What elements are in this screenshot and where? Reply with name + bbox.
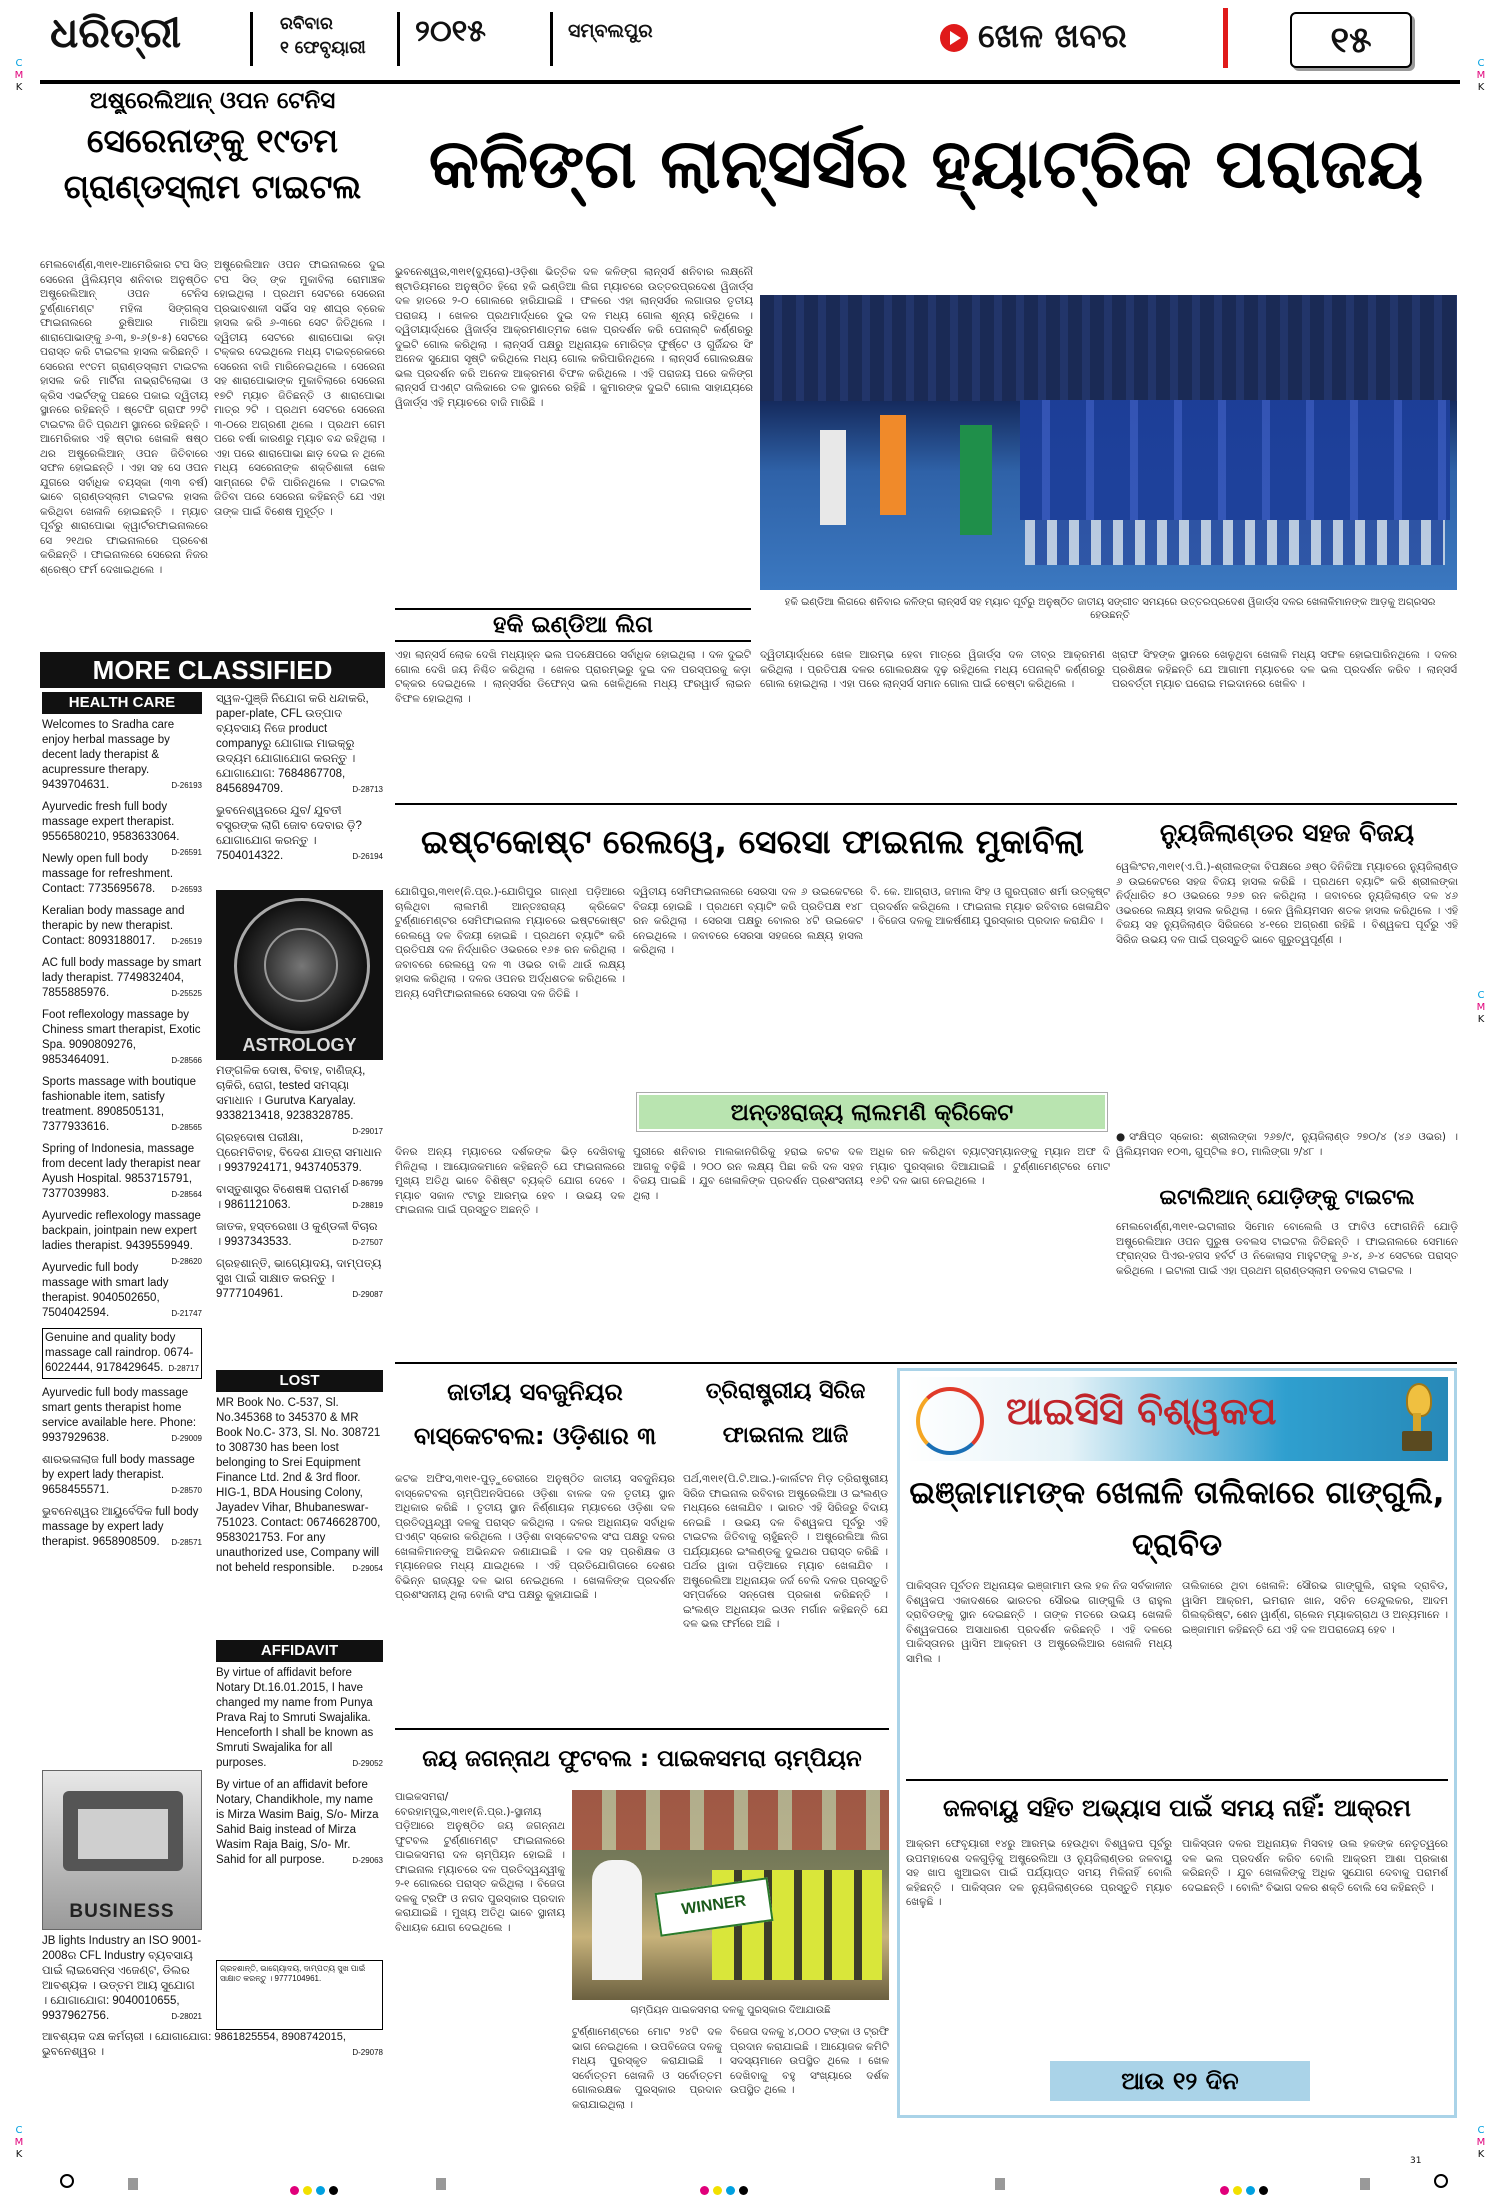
- cmk-c: C: [15, 58, 23, 69]
- winner-banner: WINNER: [654, 1877, 773, 1936]
- sub-label-box: [395, 608, 751, 642]
- classified-ad: ଜାତକ, ହସ୍ତରେଖା ଓ କୁଣ୍ଡଳୀ ବିଚାର । 9937343533. D-27507: [216, 1221, 383, 1248]
- cmk-k: K: [1477, 2149, 1485, 2160]
- affidavit-notice: By virtue of affidavit before Notary Dt.16.01.2015, I have changed my name from Punya Prava Raj to Smruti Swajalika. Henceforth I shall be known as Smruti Swajalika for all purposes. D-29052: [216, 1667, 383, 1769]
- lost-notice: MR Book No. C-537, Sl. No.345368 to 345370 & MR Book No.C- 373, Sl. No. 308721 to 308730 has been lost belonging to Srei Equipment Finance Ltd. 2nd & 3rd floor. HIG-1, BDA Housing Colony, Jayadev Vihar, Bhubaneswar- 751023. Contact: 06746628700, 9583021753. For any unauthorized use, Company will not beheld responsible. D-29054: [216, 1397, 383, 1574]
- hockey-photo: [760, 295, 1457, 590]
- icc-wave-graphic: [916, 1387, 984, 1455]
- series-body: ପର୍ଥ,୩୧ା୧(ପି.ଟି.ଆଇ.)-କାର୍ଲଟନ ମିଡ଼ ତ୍ରିରାଷ୍ଟ୍ରୀୟ ସିରିଜ ଫାଇନାଲ ରବିବାର ଅଷ୍ଟ୍ରେଲିଆ ଓ ଇଂଲଣ୍ଡ ମଧ୍ୟରେ ଖେଳାଯିବ । ଭାରତ ଏହି ସିରିଜରୁ ବିଦାୟ ନେଇଛି । ଉଭୟ ଦଳ ବିଶ୍ୱକପ ପୂର୍ବରୁ ଏହି ଟାଇଟଲ ଜିତିବାକୁ ଚାହୁଁଛନ୍ତି । ଅଷ୍ଟ୍ରେଲିଆ ଲିଗ ପର୍ଯ୍ୟାୟରେ ଇଂଲଣ୍ଡକୁ ଦୁଇଥର ପରାସ୍ତ କରିଛି । ପର୍ଥର ୱାକା ପଡ଼ିଆରେ ମ୍ୟାଚ ଖେଳାଯିବ । ଅଷ୍ଟ୍ରେଲିଆ ଅଧିନାୟକ ଜର୍ଜ ବେଲି ଦଳର ପ୍ରସ୍ତୁତି ସମ୍ପର୍କରେ ସନ୍ତୋଷ ପ୍ରକାଶ କରିଛନ୍ତି । ଇଂଲଣ୍ଡ ଅଧିନାୟକ ଇଓନ ମର୍ଗାନ କହିଛନ୍ତି ଯେ ଦଳ ଭଲ ଫର୍ମରେ ଅଛି ।: [683, 1473, 888, 1630]
- affidavit-notices: [216, 1666, 383, 1954]
- nz-scores: ●ସଂକ୍ଷିପ୍ତ ସ୍କୋର: ଶ୍ରୀଲଙ୍କା ୨୬୭/୯, ନ୍ୟୁଜିଲାଣ୍ଡ ୨୭୦/୪ (୪୬ ଓଭର) । ୱିଲିୟମସନ ୧୦୩, ଗୁପ୍ଟିଲ ୫୦, ମାଲିଙ୍ଗା ୨/୪୮ ।: [1116, 1131, 1458, 1158]
- railway-body-a: ଯୋଗିପୁର,୩୧ା୧(ନି.ପ୍ର.)-ଯୋଗିପୁର ଗାନ୍ଧୀ ପଡ଼ିଆରେ ଚାଲିଥିବା ଲାଲମଣି ଆନ୍ତଃରାଜ୍ୟ କ୍ରିକେଟ ଟୁର୍ଣ୍ଣାମେଣ୍ଟର ସେମିଫାଇନାଲ ମ୍ୟାଚରେ ଇଷ୍ଟକୋଷ୍ଟ ରେଲୱେ ଦଳ ବିଜୟୀ ହୋଇଛି । ପ୍ରଥମେ ବ୍ୟାଟିଂ କରି ପ୍ରତିପକ୍ଷ ଦଳ ନିର୍ଦ୍ଧାରିତ ଓଭରରେ ୧୬୫ ରନ କରିଥିଲା । ଜବାବରେ ରେଲୱେ ଦଳ ୩ ଓଭର ବାକି ଥାଉଁ ଲକ୍ଷ୍ୟ ହାସଲ କରିଥିଲା । ଦଳର ଓପନର ଅର୍ଦ୍ଧଶତକ କରିଥିଲେ । ଅନ୍ୟ ସେମିଫାଇନାଲରେ ସେରସା ଦଳ ଜିତିଛି ।: [395, 886, 625, 1000]
- divider: [1223, 8, 1228, 68]
- masthead-year: ୨୦୧୫: [415, 14, 487, 49]
- classified-ad: Keralian body massage and therapic by new therapist. Contact: 8093188017. D-26519: [42, 905, 202, 947]
- tennis-headline: ସେରେନାଙ୍କୁ ୧୯ତମ ଗ୍ରାଣ୍ଡସ୍ଲାମ ଟାଇଟଲ: [63, 121, 362, 206]
- series-headline: ତ୍ରିରାଷ୍ଟ୍ରୀୟ ସିରିଜ ଫାଇନାଲ ଆଜି: [705, 1379, 866, 1448]
- cmk-c: C: [1477, 58, 1485, 69]
- classified-ad: Ayurvedic full body massage with smart lady therapist. 9040502650, 7504042594. D-21747: [42, 1262, 202, 1319]
- newspaper-name: ଧରିତ୍ରୀ: [50, 8, 182, 57]
- icc-banner-text: ଆଇସିସି ବିଶ୍ୱକପ: [1006, 1389, 1277, 1433]
- hockey-league-label: ହକି ଇଣ୍ଡିଆ ଲିଗ: [493, 612, 653, 638]
- classified-ad: ମଙ୍ଗଳିକ ଦୋଷ, ବିବାହ, ବାଣିଜ୍ୟ, ଚାକିରି, ରୋଗ, tested ସମସ୍ୟା ସମାଧାନ । Gurutva Karyalay. 9338213418, 9238328785. D-29017: [216, 1065, 383, 1136]
- classified-ad: Genuine and quality body massage call raindrop. 0674- 6022444, 9178429645. D-28717: [42, 1328, 202, 1379]
- icc-panel: [897, 1368, 1457, 2118]
- main-body-a: ଭୁବନେଶ୍ୱର,୩୧ା୧(ବ୍ୟୁରୋ)-ଓଡ଼ିଶା ଭିତ୍ତିକ ଦଳ କଳିଙ୍ଗ ଲାନ୍ସର୍ସ ଶନିବାର ଲକ୍ଷ୍ନୌ ଷ୍ଟାଡିୟମରେ ଅନୁଷ୍ଠିତ ହିରୋ ହକି ଇଣ୍ଡିଆ ଲିଗ ମ୍ୟାଚରେ ଉତ୍ତରପ୍ରଦେଶ ୱିଜାର୍ଡ୍ସ ଦଳ ହାତରେ ୨-୦ ଗୋଲରେ ହାରିଯାଇଛି । ଫଳରେ ଏହା ଲାନ୍ସର୍ସର ଲଗାତାର ତୃତୀୟ ପରାଜୟ । ଖେଳର ପ୍ରଥମାର୍ଦ୍ଧରେ ଦୁଇ ଦଳ ମଧ୍ୟ ଗୋଲ ଶୂନ୍ୟ ରହିଥିଲେ । ଦ୍ୱିତୀୟାର୍ଦ୍ଧରେ ୱିଜାର୍ଡ୍ସ ଆକ୍ରମଣାତ୍ମକ ଖେଳ ପ୍ରଦର୍ଶନ କରି ପେନାଲ୍ଟି କର୍ଣ୍ଣରରୁ ଦୁଇଟି ଗୋଲ କରିଥିଲା । ଲାନ୍ସର୍ସ ପକ୍ଷରୁ ଅଧିନାୟକ ମୋରିଟ୍ଜ ଫୁର୍ଷ୍ଟେ ଓ ଗୁର୍ଜିନ୍ଦର ସିଂ ଅନେକ ସୁଯୋଗ ସୃଷ୍ଟି କରିଥିଲେ ମଧ୍ୟ ଗୋଲ କରିପାରିନଥିଲେ । ଲାନ୍ସର୍ସ ଗୋଲରକ୍ଷକ ଭଲ ପ୍ରଦର୍ଶନ କରି ଅନେକ ଆକ୍ରମଣ ବିଫଳ କରିଥିଲେ । ଏହି ପରାଜୟ ପରେ କଳିଙ୍ଗ ଲାନ୍ସର୍ସ ପଏଣ୍ଟ ତାଲିକାରେ ତଳ ସ୍ଥାନରେ ରହିଛି । କୁମାରଙ୍କ ଦୁଇଟି ଗୋଲ ସାହାଯ୍ୟରେ ୱିଜାର୍ଡ୍ସ ଏହି ମ୍ୟାଚରେ ବାଜି ମାରିଛି ।: [395, 266, 753, 409]
- masthead-rule: [40, 80, 1460, 84]
- cmk-m: M: [1476, 2137, 1486, 2148]
- italy-headline: ଇଟାଲିଆନ୍ ଯୋଡ଼ିଙ୍କୁ ଟାଇଟଲ: [1159, 1185, 1415, 1209]
- tennis-kicker: ଅଷ୍ଟ୍ରେଲିଆନ୍ ଓପନ ଟେନିସ: [89, 88, 336, 114]
- section-rule: [395, 803, 1457, 805]
- classified-ad: Foot reflexology massage by Chiness smart therapist, Exotic Spa. 9090809276, 9853464091. D-28566: [42, 1009, 202, 1066]
- photo-caption: ହକି ଇଣ୍ଡିଆ ଲିଗରେ ଶନିବାର କଳିଙ୍ଗ ଲାନ୍ସର୍ସ ସହ ମ୍ୟାଚ ପୂର୍ବରୁ ଅନୁଷ୍ଠିତ ଜାତୀୟ ସଙ୍ଗୀତ ସମୟରେ ଉତ୍ତରପ୍ରଦେଶ ୱିଜାର୍ଡ୍ସ ଦଳର ଖେଳାଳିମାନଙ୍କ ଆଡ଼କୁ ଅଗ୍ରସର ହେଉଛନ୍ତି: [784, 597, 1436, 621]
- masthead-day: ରବିବାର: [280, 14, 333, 34]
- main-body-c: ଦ୍ୱିତୀୟାର୍ଦ୍ଧରେ ଖେଳ ଆରମ୍ଭ ହେବା ମାତ୍ରେ ୱିଜାର୍ଡ୍ସ ଦଳ ତୀବ୍ର ଆକ୍ରମଣ କରିଥିଲା । ପ୍ରତିପକ୍ଷ ଦଳର ଗୋଲରକ୍ଷକ ଦୃଢ଼ ରହିଥିଲେ ମଧ୍ୟ ପେନାଲ୍ଟି କର୍ଣ୍ଣରରୁ ଗୋଲ ହୋଇଥିଲା । ଏହା ପରେ ଲାନ୍ସର୍ସ ସମାନ ଗୋଲ ପାଇଁ ଚେଷ୍ଟା କରିଥିଲେ ।: [760, 649, 1105, 690]
- print-registration-strip: [0, 2150, 1500, 2208]
- football-body-c: ବିଜେତା ଦଳକୁ ୪,୦୦୦ ଟଙ୍କା ଓ ଟ୍ରଫି ପ୍ରଦାନ କରାଯାଇଛି । ଆୟୋଜକ କମିଟି ସଦସ୍ୟମାନେ ଉପସ୍ଥିତ ଥିଲେ । ଖେଳ ଦେଖିବାକୁ ବହୁ ସଂଖ୍ୟାରେ ଦର୍ଶକ ଉପସ୍ଥିତ ଥିଲେ ।: [730, 2026, 889, 2096]
- cmk-k: K: [15, 82, 23, 93]
- classified-ad: Ayurvedic fresh full body massage expert therapist. 9556580210, 9583633064. D-26591: [42, 801, 202, 857]
- football-headline: ଜୟ ଜଗନ୍ନାଥ ଫୁଟବଲ : ପାଇକସମରା ଚାମ୍ପିୟନ: [422, 1746, 862, 1772]
- business-graphic: [42, 1770, 202, 1930]
- icc-banner: [906, 1377, 1448, 1461]
- railway-body-b: ଦ୍ୱିତୀୟ ସେମିଫାଇନାଲରେ ସେରସା ଦଳ ୬ ଉଇକେଟରେ ବିଜୟୀ ହୋଇଛି । ପ୍ରଥମେ ବ୍ୟାଟିଂ କରି ପ୍ରତିପକ୍ଷ ୧୪୮ ରନ କରିଥିଲା । ସେରସା ପକ୍ଷରୁ ବୋଲର ୪ଟି ଉଇକେଟ ନେଇଥିଲେ । ଜବାବରେ ସେରସା ସହଜରେ ଲକ୍ଷ୍ୟ ହାସଲ କରିଥିଲା ।: [633, 886, 863, 956]
- cmk-left: [12, 58, 26, 94]
- business-label: BUSINESS: [69, 1901, 175, 1922]
- classified-ad: Sports massage with boutique fashionable item, satisfy treatment. 8908505131, 7377933616. D-28565: [42, 1076, 202, 1133]
- classified-ad: Ayurvedic full body massage smart gents therapist home service available here. Phone: 9937929638. D-29009: [42, 1387, 202, 1444]
- railway-body-e: ପୁରୀରେ ଶନିବାର ମାଲକାନଗିରିକୁ ହରାଇ କଟକ ଦଳ ଆଗକୁ ବଢ଼ିଛି । ୨୦୦ ରନ ଲକ୍ଷ୍ୟ ପିଛା କରି ଦଳ ସହଜ ବିଜୟ ପାଇଛି । ଯୁବ ଖେଳାଳିଙ୍କ ପ୍ରଦର୍ଶନ ପ୍ରଶଂସନୀୟ ଥିଲା ।: [633, 1146, 863, 1202]
- color-dots: [290, 2180, 370, 2190]
- footer-ad: ଆବଶ୍ୟକ ଦକ୍ଷ କର୍ମଚାରୀ । ଯୋଗାଯୋଗ: 9861825554, 8908742015, ଭୁବନେଶ୍ୱର । D-29078: [42, 2031, 383, 2058]
- railway-body-f: ଅଧିକ ରନ କରିଥିବା ବ୍ୟାଟ୍ସମ୍ୟାନଙ୍କୁ ମ୍ୟାନ ଅଫ ଦି ମ୍ୟାଚ ପୁରସ୍କାର ଦିଆଯାଇଛି । ଟୁର୍ଣ୍ଣାମେଣ୍ଟରେ ମୋଟ ୧୬ଟି ଦଳ ଭାଗ ନେଇଥିଲେ ।: [870, 1146, 1110, 1187]
- main-headline: କଳିଙ୍ଗ ଲାନ୍ସର୍ସର ହ୍ୟାଟ୍ରିକ ପରାଜୟ: [428, 125, 1424, 204]
- health-care-header: HEALTH CARE: [42, 692, 202, 714]
- section-rule: [395, 1728, 889, 1730]
- nz-headline: ନ୍ୟୁଜିଲାଣ୍ଡର ସହଜ ବିଜୟ: [1159, 818, 1415, 847]
- classified-ads-left: [42, 718, 202, 1858]
- icc-body-c: ଆକ୍ରମ ଫେବୃୟାରୀ ୧୪ରୁ ଆରମ୍ଭ ହେଉଥିବା ବିଶ୍ୱକପ ପୂର୍ବରୁ ଉପମହାଦେଶ ଦଳଗୁଡ଼ିକୁ ଅଷ୍ଟ୍ରେଲିଆ ଓ ନ୍ୟୁଜିଲାଣ୍ଡର ଜଳବାୟୁ ସହ ଖାପ ଖୁଆଇବା ପାଇଁ ପର୍ଯ୍ୟାପ୍ତ ସମୟ ମିଳିନାହିଁ ବୋଲି କହିଛନ୍ତି । ପାକିସ୍ତାନ ଦଳ ନ୍ୟୁଜିଲାଣ୍ଡରେ ପ୍ରସ୍ତୁତି ମ୍ୟାଚ ଖେଳୁଛି ।: [906, 1838, 1172, 1908]
- tennis-body-right: ଅଷ୍ଟ୍ରେଲିଆନ ଓପନ ଫାଇନାଲରେ ଦୁଇ ଟପ ସିଡ୍ ଙ୍କ ମୁକାବିଲା ରୋମାଞ୍ଚକ ହୋଇଥିଲା । ପ୍ରଥମ ସେଟରେ ସେରେନା ପ୍ରଭାବଶାଳୀ ସର୍ଭିସ ସହ ଶୀଘ୍ର ବ୍ରେକ ହାସଲ କରି ୬-୩ରେ ସେଟ ଜିତିଥିଲେ । ଦ୍ୱିତୀୟ ସେଟରେ ଶାରାପୋଭା କଡ଼ା ଟକ୍କର ଦେଇଥିଲେ ମଧ୍ୟ ଟାଇବ୍ରେକରେ ସେରେନା ବାଜି ମାରିନେଇଥିଲେ । ସେରେନା ସହ ଶାରାପୋଭାଙ୍କ ମୁକାବିଲାରେ ସେରେନା ୧୭ଟି ମ୍ୟାଚ ଜିତିଛନ୍ତି ଓ ଶାରାପୋଭା ମାତ୍ର ୨ଟି । ପ୍ରଥମ ସେଟରେ ସେରେନା ୩-୦ରେ ଅଗ୍ରଣୀ ଥିଲେ । ପ୍ରଥମ ଗେମ ପରେ ବର୍ଷା କାରଣରୁ ମ୍ୟାଚ ବନ୍ଦ ରହିଥିଲା । ଏହା ପରେ ଶାରାପୋଭା ଛାଡ଼ ଦେଇ ନ ଥିଲେ ମଧ୍ୟ ସେରେନାଙ୍କ ଶକ୍ତିଶାଳୀ ଖେଳ ସାମ୍ନାରେ ଟିକି ପାରିନଥିଲେ । ଟାଇଟଲ ଜିତିବା ପରେ ସେରେନା କହିଛନ୍ତି ଯେ ଏହା ତାଙ୍କ ପାଇଁ ବିଶେଷ ମୁହୂର୍ତ୍ତ ।: [214, 259, 385, 518]
- classified-ad: Welcomes to Sradha care enjoy herbal massage by decent lady therapist & acupressure therapy. 9439704631. D-26193: [42, 719, 202, 791]
- classified-ad: ଗ୍ରହଶାନ୍ତି, ଭାଗ୍ୟୋଦୟ, ଦାମ୍ପତ୍ୟ ସୁଖ ପାଇଁ ସାକ୍ଷାତ କରନ୍ତୁ । 9777104961. D-29087: [216, 1258, 383, 1300]
- divider: [250, 12, 253, 66]
- cmk-c: C: [15, 2125, 23, 2136]
- subjunior-body: କଟକ ଅଫିସ,୩୧ା୧-ପୁଡ଼ୁଚେରୀରେ ଅନୁଷ୍ଠିତ ଜାତୀୟ ସବଜୁନିୟର ବାସ୍କେଟବଲ ଚାମ୍ପିଅନସିପରେ ଓଡ଼ିଶା ବାଳକ ଦଳ ତୃତୀୟ ସ୍ଥାନ ଅଧିକାର କରିଛି । ତୃତୀୟ ସ୍ଥାନ ନିର୍ଣ୍ଣାୟକ ମ୍ୟାଚରେ ଓଡ଼ିଶା ଦଳ ପ୍ରତିଦ୍ୱନ୍ଦ୍ୱୀ ଦଳକୁ ପରାସ୍ତ କରିଥିଲା । ଦଳର ଅଧିନାୟକ ସର୍ବାଧିକ ପଏଣ୍ଟ ସ୍କୋର କରିଥିଲେ । ଓଡ଼ିଶା ବାସ୍କେଟବଲ ସଂଘ ପକ୍ଷରୁ ଦଳର ଖେଳାଳିମାନଙ୍କୁ ଅଭିନନ୍ଦନ ଜଣାଯାଇଛି । ଦଳ ସହ ପ୍ରଶିକ୍ଷକ ଓ ମ୍ୟାନେଜର ମଧ୍ୟ ଯାଇଥିଲେ । ଏହି ପ୍ରତିଯୋଗିତାରେ ଦେଶର ବିଭିନ୍ନ ରାଜ୍ୟରୁ ଦଳ ଭାଗ ନେଇଥିଲେ । ଖେଳାଳିଙ୍କ ପ୍ରଦର୍ଶନ ପ୍ରଶଂସନୀୟ ଥିଲା ବୋଲି ସଂଘ ପକ୍ଷରୁ କୁହାଯାଇଛି ।: [395, 1473, 675, 1601]
- tennis-body-left: ମେଲବୋର୍ଣ୍ଣ,୩୧ା୧-ଆମେରିକାର ଟପ ସିଡ୍ ସେରେନା ୱିଲିୟମ୍ସ ଶନିବାର ଅନୁଷ୍ଠିତ ଅଷ୍ଟ୍ରେଲିଆନ୍ ଓପନ ଟେନିସ ଟୁର୍ଣ୍ଣାମେଣ୍ଟ ମହିଳା ସିଙ୍ଗଲ୍ସ ଫାଇନାଲରେ ରୁଷିଆର ମାରିଆ ଶାରାପୋଭାଙ୍କୁ ୬-୩, ୭-୬(୭-୫) ସେଟରେ ପରାସ୍ତ କରି ଟାଇଟଲ ହାସଲ କରିଛନ୍ତି । ସେରେନା ୧୯ତମ ଗ୍ରାଣ୍ଡସ୍ଲାମ ଟାଇଟଲ ହାସଲ କରି ମାର୍ଟିନା ନାଭ୍ରାଟିଲୋଭା ଓ କ୍ରିସ ଏଭର୍ଟଙ୍କୁ ପଛରେ ପକାଇ ଦ୍ୱିତୀୟ ସ୍ଥାନରେ ରହିଛନ୍ତି । ଷ୍ଟେଫି ଗ୍ରାଫ ୨୨ଟି ଟାଇଟଲ ଜିତି ପ୍ରଥମ ସ୍ଥାନରେ ରହିଛନ୍ତି । ଆମେରିକାର ଏହି ଷ୍ଟାର ଖେଳାଳି ଷଷ୍ଠ ଥର ଅଷ୍ଟ୍ରେଲିଆନ୍ ଓପନ ଜିତିବାରେ ସଫଳ ହୋଇଛନ୍ତି । ଏହା ସହ ସେ ଓପନ ଯୁଗରେ ସର୍ବାଧିକ ବୟସ୍କା (୩୩ ବର୍ଷ) ଭାବେ ଗ୍ରାଣ୍ଡସ୍ଲାମ ଟାଇଟଲ ହାସଲ କରିଥିବା ଖେଳାଳି ହୋଇଛନ୍ତି । ମ୍ୟାଚ ପୂର୍ବରୁ ଶାରାପୋଭା କ୍ୱାର୍ଟରଫାଇନାଲରେ ସେ ୨୧ଥର ଫାଇନାଲରେ ପ୍ରବେଶ କରିଛନ୍ତି । ଫାଇନାଲରେ ସେରେନା ନିଜର ଶ୍ରେଷ୍ଠ ଫର୍ମ ଦେଖାଇଥିଲେ ।: [40, 259, 208, 576]
- icc-body-d: ପାକିସ୍ତାନ ଦଳର ଅଧିନାୟକ ମିସବାହ ଉଲ ହକଙ୍କ ନେତୃତ୍ୱରେ ଦଳ ଭଲ ପ୍ରଦର୍ଶନ କରିବ ବୋଲି ଆକ୍ରମ ଆଶା ପ୍ରକାଶ କରିଛନ୍ତି । ଯୁବ ଖେଳାଳିଙ୍କୁ ଅଧିକ ସୁଯୋଗ ଦେବାକୁ ପରାମର୍ଶ ଦେଇଛନ୍ତି । ବୋଲିଂ ବିଭାଗ ଦଳର ଶକ୍ତି ବୋଲି ସେ କହିଛନ୍ତି ।: [1182, 1838, 1448, 1894]
- classified-ad: ସ୍ୱଳ-ପୁଞ୍ଜି ନିଯୋଗ କରି ଧନ୍ଦାକରି, paper-plate, CFL ଉତ୍ପାଦ ବ୍ୟବସାୟ ନିଜେ product companyରୁ ଯୋଗାଇ ମାଇକ୍ରୁ ଉଦ୍ୟମ ଯୋଗାଯୋଗ କରନ୍ତୁ । ଯୋଗାଯୋଗ: 7684867708, 8456894709. D-28713: [216, 693, 383, 795]
- railway-body-c: ବି. କେ. ଆଗ୍ରାଓ, ଜମାଲ ସିଂହ ଓ ଗୁରପ୍ରୀତ ଶର୍ମା ଉତ୍କୃଷ୍ଟ ପ୍ରଦର୍ଶନ କରିଥିଲେ । ଫାଇନାଲ ମ୍ୟାଚ ରବିବାର ଖେଳାଯିବ । ବିଜେତା ଦଳକୁ ଆକର୍ଷଣୀୟ ପୁରସ୍କାର ପ୍ରଦାନ କରାଯିବ ।: [870, 886, 1110, 927]
- classified-ad: Newly open full body massage for refreshment. Contact: 7735695678. D-26593: [42, 853, 202, 895]
- cmk-c: C: [1477, 990, 1485, 1001]
- color-dots: [700, 2180, 780, 2190]
- cmk-c: C: [1477, 2125, 1485, 2136]
- classified-ad: Spring of Indonesia, massage from decent lady therapist near Ayush Hospital. 9853715791, 7377039983. D-28564: [42, 1143, 202, 1200]
- classified-ad: ଭୁବନେଶ୍ୱର ଆୟୁର୍ବେଦିକ full body massage by expert lady therapist. 9658908509. D-28571: [42, 1506, 202, 1548]
- football-photo-caption: ଚାମ୍ପିୟନ ପାଇକସମରା ଦଳକୁ ପୁରସ୍କାର ଦିଆଯାଉଛି: [630, 2005, 831, 2016]
- nz-body: ୱେଲିଂଟନ,୩୧ା୧(ଏ.ପି.)-ଶ୍ରୀଲଙ୍କା ବିପକ୍ଷରେ ୬ଷ୍ଠ ଦିନିକିଆ ମ୍ୟାଚରେ ନ୍ୟୁଜିଲାଣ୍ଡ ୬ ଉଇକେଟରେ ସହଜ ବିଜୟ ହାସଲ କରିଛି । ପ୍ରଥମେ ବ୍ୟାଟିଂ କରି ଶ୍ରୀଲଙ୍କା ନିର୍ଦ୍ଧାରିତ ୫୦ ଓଭରରେ ୨୬୭ ରନ କରିଥିଲା । ଜବାବରେ ନ୍ୟୁଜିଲାଣ୍ଡ ଦଳ ୪୬ ଓଭରରେ ଲକ୍ଷ୍ୟ ହାସଲ କରିଥିଲା । କେନ ୱିଲିୟମସନ ଶତକ ହାସଲ କରିଥିଲେ । ଏହି ବିଜୟ ସହ ନ୍ୟୁଜିଲାଣ୍ଡ ସିରିଜରେ ୪-୧ରେ ଅଗ୍ରଣୀ ରହିଛି । ବିଶ୍ୱକପ ପୂର୍ବରୁ ଏହି ସିରିଜ ଉଭୟ ଦଳ ପାଇଁ ପ୍ରସ୍ତୁତି ଭାବେ ଗୁରୁତ୍ୱପୂର୍ଣ୍ଣ ।: [1116, 861, 1458, 946]
- main-body-b: ଏହା ଲାନ୍ସର୍ସ ଲୋକ ଦେଖି ମଧ୍ୟାହ୍ନ ଭଲ ପଦକ୍ଷେପରେ ସର୍ବାଧିକ ହୋଇଥିଲା । ଦଳ ଦୁଇଟି ଗୋଲ ଦେଖି ଜୟ ନିଶ୍ଚିତ କରିଥିଲା । ଖେଳର ପ୍ରାରମ୍ଭରୁ ଦୁଇ ଦଳ ପରସ୍ପରକୁ କଡ଼ା ଟକ୍କର ଦେଇଥିଲେ । ଲାନ୍ସର୍ସର ଡିଫେନ୍ସ ଭଲ ଖେଳିଥିଲେ ମଧ୍ୟ ଫରୱାର୍ଡ ଲାଇନ ବିଫଳ ହୋଇଥିଲା ।: [395, 649, 751, 705]
- icc-headline: ଇଞ୍ଜାମାମଙ୍କ ଖେଳାଳି ତାଲିକାରେ ଗାଙ୍ଗୁଲି, ଦ୍ରାବିଡ: [909, 1475, 1445, 1563]
- cmk-right-mid: [1474, 990, 1488, 1026]
- football-body-b: ଟୁର୍ଣ୍ଣାମେଣ୍ଟରେ ମୋଟ ୨୪ଟି ଦଳ ଭାଗ ନେଇଥିଲେ । ଉପବିଜେତା ଦଳକୁ ମଧ୍ୟ ପୁରସ୍କୃତ କରାଯାଇଛି । ସର୍ବୋତ୍ତମ ଖେଳାଳି ଓ ସର୍ବୋତ୍ତମ ଗୋଲରକ୍ଷକ ପୁରସ୍କାର ପ୍ରଦାନ କରାଯାଇଥିଲା ।: [572, 2026, 722, 2111]
- railway-body-d: ଦିନର ଅନ୍ୟ ମ୍ୟାଚରେ ଦର୍ଶକଙ୍କ ଭିଡ଼ ଦେଖିବାକୁ ମିଳିଥିଲା । ଆୟୋଜକମାନେ କହିଛନ୍ତି ଯେ ଫାଇନାଲରେ ମୁଖ୍ୟ ଅତିଥି ଭାବେ ବିଶିଷ୍ଟ ବ୍ୟକ୍ତି ଯୋଗ ଦେବେ । ମ୍ୟାଚ ସକାଳ ୯ଟାରୁ ଆରମ୍ଭ ହେବ । ଉଭୟ ଦଳ ଫାଇନାଲ ପାଇଁ ପ୍ରସ୍ତୁତ ଅଛନ୍ତି ।: [395, 1146, 625, 1216]
- cricket-label: ଅନ୍ତଃରାଜ୍ୟ ଲାଲମଣି କ୍ରିକେଟ: [730, 1100, 1014, 1126]
- lost-header: LOST: [216, 1370, 383, 1392]
- countdown-text: ଆଉ ୧୨ ଦିନ: [1121, 2067, 1239, 2095]
- subjunior-headline: ଜାତୀୟ ସବଜୁନିୟର ବାସ୍କେଟବଲ: ଓଡ଼ିଶାର ୩: [413, 1378, 657, 1450]
- divider: [550, 12, 553, 66]
- cricket-label-box: [637, 1093, 1107, 1131]
- gray-swatch: [995, 2178, 1005, 2190]
- italy-body: ମେଲବୋର୍ଣ୍ଣ,୩୧ା୧-ଇଟାଲୀର ସିମୋନ ବୋଲେଲି ଓ ଫାବିଓ ଫୋଗନିନି ଯୋଡ଼ି ଅଷ୍ଟ୍ରେଲିଆନ ଓପନ ପୁରୁଷ ଡବଲସ ଟାଇଟଲ ଜିତିଛନ୍ତି । ଫାଇନାଲରେ ସେମାନେ ଫ୍ରାନ୍ସର ପିଏର-ହଗସ ହର୍ବର୍ଟ ଓ ନିକୋଲାସ ମାହୁଟଙ୍କୁ ୬-୪, ୬-୪ ସେଟରେ ପରାସ୍ତ କରିଥିଲେ । ଇଟାଲୀ ପାଇଁ ଏହା ପ୍ରଥମ ଗ୍ରାଣ୍ଡସ୍ଲାମ ଡବଲସ ଟାଇଟଲ ।: [1116, 1221, 1458, 1277]
- divider: [397, 12, 400, 66]
- railway-headline: ଇଷ୍ଟକୋଷ୍ଟ ରେଲୱେ, ସେରସା ଫାଇନାଲ ମୁକାବିଲା: [421, 822, 1084, 861]
- cmk-m: M: [14, 70, 24, 81]
- icc-headline-2: ଜଳବାୟୁ ସହିତ ଅଭ୍ୟାସ ପାଇଁ ସମୟ ନାହିଁ: ଆକ୍ରମ: [943, 1794, 1411, 1822]
- football-photo: [572, 1790, 889, 2000]
- countdown-box: [1050, 2061, 1310, 2101]
- play-icon: [940, 24, 968, 52]
- business-ad: JB lights Industry an ISO 9001-2008ର CFL Industry ବ୍ୟବସାୟ ପାଇଁ ଲାଇସେନ୍ସ ଏଜେଣ୍ଟ, ଡିଲର ଆବଶ୍ୟକ । ଉତ୍ତମ ଆୟ ସୁଯୋଗ । ଯୋଗାଯୋଗ: 9040010655, 9937962756. D-28021: [42, 1935, 202, 2022]
- masthead-date: ୧ ଫେବୃୟାରୀ: [280, 38, 366, 58]
- cmk-k: K: [15, 2149, 23, 2160]
- football-body-a: ପାଇକସମରା/ବେରହାମ୍ପୁର,୩୧ା୧(ନି.ପ୍ର.)-ସ୍ଥାନୀୟ ପଡ଼ିଆରେ ଅନୁଷ୍ଠିତ ଜୟ ଜଗନ୍ନାଥ ଫୁଟବଲ ଟୁର୍ଣ୍ଣାମେଣ୍ଟ ଫାଇନାଲରେ ପାଇକସମରା ଦଳ ଚାମ୍ପିୟନ ହୋଇଛି । ଫାଇନାଲ ମ୍ୟାଚରେ ଦଳ ପ୍ରତିଦ୍ୱନ୍ଦ୍ୱୀକୁ ୨-୧ ଗୋଲରେ ପରାସ୍ତ କରିଥିଲା । ବିଜେତା ଦଳକୁ ଟ୍ରଫି ଓ ନଗଦ ପୁରସ୍କାର ପ୍ରଦାନ କରାଯାଇଛି । ମୁଖ୍ୟ ଅତିଥି ଭାବେ ସ୍ଥାନୀୟ ବିଧାୟକ ଯୋଗ ଦେଇଥିଲେ ।: [395, 1791, 565, 1934]
- classified-ads-right-top: [216, 692, 383, 887]
- classified-title: MORE CLASSIFIED: [40, 652, 385, 688]
- classified-ad: ବାସ୍ତୁଶାସ୍ତ୍ର ବିଶେଷଜ୍ଞ ପରାମର୍ଶ । 9861121063. D-28819: [216, 1184, 383, 1211]
- gray-swatch: [128, 2178, 138, 2190]
- classified-ad: ଭୁବନେଶ୍ୱରରେ ଯୁବ/ ଯୁବତୀ ବସ୍ତ୍ରଙ୍କ ଲାଗି ଜୋବ ଦେବାର ଡ଼ି? ଯୋଗାଯୋଗ କରନ୍ତୁ । 7504014322. D-26194: [216, 805, 383, 862]
- page-footer-number: 31: [1410, 2156, 1422, 2166]
- cmk-right: [1474, 58, 1488, 94]
- affidavit-header: AFFIDAVIT: [216, 1640, 383, 1662]
- main-body-d: ଖ୍ରାଫ ସିଂହଙ୍କ ସ୍ଥାନରେ ଖେଳୁଥିବା ଖେଳାଳି ମଧ୍ୟ ସଫଳ ହୋଇପାରିନଥିଲେ । ଦଳର ପ୍ରଶିକ୍ଷକ କହିଛନ୍ତି ଯେ ଆଗାମୀ ମ୍ୟାଚରେ ଦଳ ଭଲ ପ୍ରଦର୍ଶନ କରିବ । ଲାନ୍ସର୍ସ ପରବର୍ତ୍ତୀ ମ୍ୟାଚ ଘରୋଇ ମଇଦାନରେ ଖେଳିବ ।: [1112, 649, 1457, 690]
- section-rule: [906, 1779, 1448, 1781]
- cmk-m: M: [14, 2137, 24, 2148]
- affidavit-notice: By virtue of an affidavit before Notary, Chandikhole, my name is Mirza Wasim Baig, S/o- Mirza Sahid Baig instead of Mirza Wasim Raja Baig, S/o- Mr. Sahid for all purpose. D-29063: [216, 1779, 383, 1866]
- classified-ad: ଶାରଭଳାଲାଜ full body massage by expert lady therapist. 9658455571. D-28570: [42, 1454, 202, 1496]
- page-number-tag: [1290, 12, 1412, 68]
- section-title: ଖେଳ ଖବର: [978, 16, 1127, 55]
- classified-ad: AC full body massage by smart lady therapist. 7749832404, 7855885976. D-25525: [42, 957, 202, 999]
- cmk-k: K: [1477, 82, 1485, 93]
- classified-ad: Ayurvedic reflexology massage backpain, jointpain new expert ladies therapist. 9439559949. D-28620: [42, 1210, 202, 1266]
- astrology-label: ASTROLOGY: [242, 1035, 357, 1055]
- classified-ads-right-mid: [216, 1064, 383, 1364]
- registration-mark: [1434, 2174, 1448, 2188]
- color-dots: [1220, 2180, 1300, 2190]
- trophy-icon: [1398, 1383, 1436, 1455]
- section-rule: [395, 1362, 1457, 1364]
- classified-ad: ଗ୍ରହଦୋଷ ପରୀକ୍ଷା, ପ୍ରେମବିବାହ, ବିଦେଶ ଯାତ୍ରା ସମାଧାନ । 9937924171, 9437405379. D-86799: [216, 1132, 383, 1188]
- masthead: [40, 6, 1460, 72]
- astrology-graphic: [216, 890, 383, 1060]
- cmk-k: K: [1477, 1014, 1485, 1025]
- cmk-m: M: [1476, 70, 1486, 81]
- icc-body-a: ପାକିସ୍ତାନ ପୂର୍ବତନ ଅଧିନାୟକ ଇଞ୍ଜାମାମ ଉଲ ହକ ନିଜ ସର୍ବକାଳୀନ ବିଶ୍ୱକପ ଏକାଦଶରେ ଭାରତର ସୌରଭ ଗାଙ୍ଗୁଲି ଓ ରାହୁଲ ଦ୍ରାବିଡଙ୍କୁ ସ୍ଥାନ ଦେଇଛନ୍ତି । ତାଙ୍କ ମତରେ ଉଭୟ ଖେଳାଳି ବିଶ୍ୱକପରେ ଅସାଧାରଣ ପ୍ରଦର୍ଶନ କରିଛନ୍ତି । ଏହି ଦଳରେ ପାକିସ୍ତାନର ୱାସିମ ଆକ୍ରମ ଓ ଅଷ୍ଟ୍ରେଲିଆର ଖେଳାଳି ମଧ୍ୟ ସାମିଲ ।: [906, 1580, 1172, 1665]
- small-boxed-ad: ଗ୍ରହଶାନ୍ତି, ଭାଗ୍ୟୋଦୟ, ଦାମ୍ପତ୍ୟ ସୁଖ ପାଇଁ ସାକ୍ଷାତ କରନ୍ତୁ । 9777104961.: [216, 1960, 383, 2030]
- cmk-m: M: [1476, 1002, 1486, 1013]
- gray-swatch: [436, 2178, 446, 2190]
- icc-body-b: ତାଲିକାରେ ଥିବା ଖେଳାଳି: ସୌରଭ ଗାଙ୍ଗୁଲି, ରାହୁଲ ଦ୍ରାବିଡ, ୱାସିମ ଆକ୍ରମ, ଇମରାନ ଖାନ, ସଚିନ ତେନ୍ଦୁଲକର, ଆଦମ ଗିଲକ୍ରିଷ୍ଟ, ଶେନ ୱାର୍ଣ୍ଣ, ଗ୍ଲେନ ମ୍ୟାକଗ୍ରାଥ ଓ ଅନ୍ୟମାନେ । ଇଞ୍ଜାମାମ କହିଛନ୍ତି ଯେ ଏହି ଦଳ ଅପରାଜେୟ ହେବ ।: [1182, 1580, 1448, 1636]
- masthead-city: ସମ୍ବଲପୁର: [568, 20, 653, 42]
- registration-mark: [60, 2174, 74, 2188]
- page-number: ୧୫: [1330, 20, 1372, 61]
- gray-swatch: [1360, 2178, 1370, 2190]
